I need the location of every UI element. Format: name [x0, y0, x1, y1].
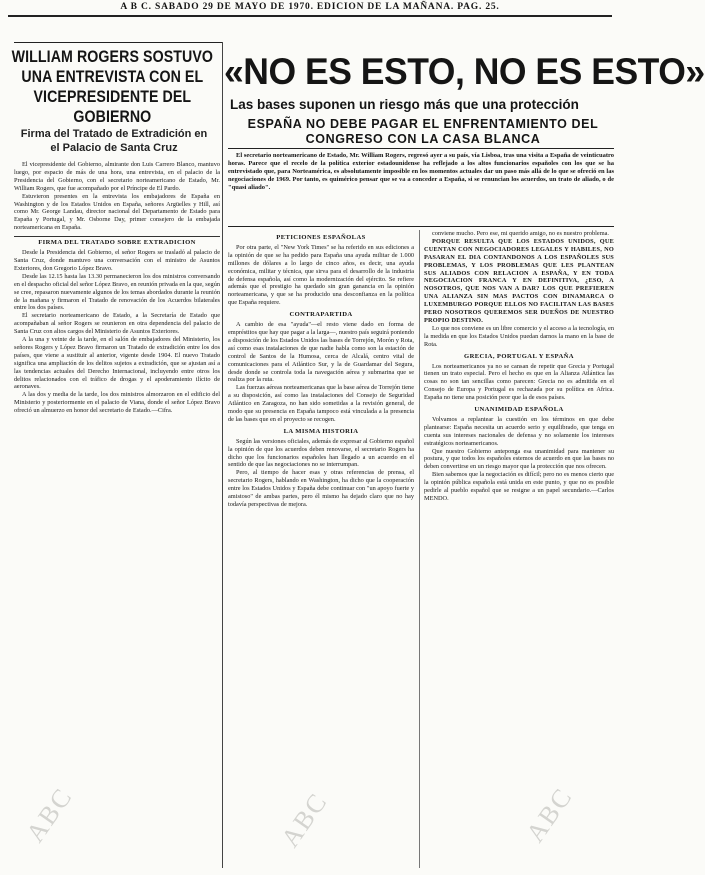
abc-watermark: ABC: [275, 787, 334, 853]
paragraph: Las fuerzas aéreas norteamericanas que la base aérea de Torrejón tiene a su disposición, así como las instalaciones del Consejo de Seguridad Atlántico en Zaragoza, no han sido sometidas a la revisión general, de modo que su presencia en España tampoco está vinculada a la presencia de las bases que en el proyecto se recogen.: [228, 384, 414, 423]
column-subhead: CONTRAPARTIDA: [289, 311, 353, 319]
paragraph: Que nuestro Gobierno anteponga esa unanimidad para mantener su postura, y que todos los españoles estemos de acuerdo en que las bases no deben convertirse en un riesgo mayor que la protección que nos ofrecen.: [424, 447, 614, 471]
column-subhead: UNANIMIDAD ESPAÑOLA: [474, 406, 564, 414]
paragraph: Bien sabemos que la negociación es difícil; pero no es menos cierto que la opinión pública española está unida en este punto, y que no es posible pedirle al pueblo español que se resigne a un papel secundario.—Carlos MENDO.: [424, 471, 614, 502]
paragraph: Pero, al tiempo de hacer esas y otras referencias de prensa, el secretario Rogers, hablando en Washington, ha dicho que la cooperación entre los Estados Unidos y España debe continuar con "un apoyo fuerte y amistoso" de ambas partes, pero él mismo ha dejado claro que no hay todavía perspectivas de mejora.: [228, 469, 414, 508]
paragraph: El vicepresidente del Gobierno, almirante don Luis Carrero Blanco, mantuvo luego, por espacio de más de una hora, una entrevista, en el palacio de la Presidencia del Gobierno, con el secretario norteamericano de Estado, Mr. William Rogers, que fue acompañado por el Príncipe de El Pardo.: [14, 161, 220, 192]
column-subhead: LA MISMA HISTORIA: [283, 427, 359, 435]
main-headline: «NO ES ESTO, NO ES ESTO»: [224, 51, 705, 92]
main-column-1: [228, 230, 414, 870]
page-masthead: A B C. SABADO 29 DE MAYO DE 1970. EDICION DE LA MAÑANA. PAG. 25.: [120, 2, 500, 12]
paragraph: Estuvieron presentes en la entrevista los embajadores de España en Washington y de los Estados Unidos en España, señores Argüelles y Hill, así como Mr. George Landau, director nacional del Departamento de Estado para España y Portugal, y Mr. Osborne Day, primer consejero de la embajada norteamericana en España.: [14, 192, 220, 232]
main-lead: [228, 152, 614, 192]
abc-watermark: ABC: [20, 782, 79, 848]
column-subhead: PETICIONES ESPAÑOLAS: [276, 234, 366, 241]
main-column-2: [424, 230, 614, 870]
main-deck: Las bases suponen un riesgo más que una protección: [230, 97, 579, 112]
left-deck: Firma del Tratado de Extradición en el Palacio de Santa Cruz: [20, 128, 208, 154]
inner-column-divider: [419, 230, 420, 868]
paragraph: Desde la Presidencia del Gobierno, el señor Rogers se trasladó al palacio de Santa Cruz, donde mantuvo una conversación con el ministro de Asuntos Exteriores, don Gregorio López Bravo.: [14, 249, 220, 272]
paragraph: Lo que nos conviene es un libre comercio y el acceso a la tecnología, en la medida en que los Estados Unidos puedan darnos la mano en la base de Rota.: [424, 324, 614, 348]
paragraph: Por otra parte, el "New York Times" se ha referido en sus ediciones a la opinión de que se ha pedido para España una ayuda militar de 1.000 millones de dólares a lo largo de cinco años, es decir, una ayuda económica, militar y técnica, que sirva para el desarrollo de la industria de defensa española, así como la modernización del ejército. Se refiere además que el prestigio ha quedado sin gran ganancia en la opinión norteamericana, y que se ha producido una desconfianza en la política que España requiere.: [228, 243, 414, 307]
paragraph: Según las versiones oficiales, además de expresar al Gobierno español la opinión de que los acuerdos deben renovarse, el secretario Rogers ha dicho que los funcionarios españoles han llegado a un acuerdo en el sentido de que las negociaciones no se interrumpan.: [228, 437, 414, 469]
paragraph: Volvamos a replantear la cuestión en los términos en que debe plantearse: España necesita un acuerdo serio y equilibrado, que tenga en cuenta sus intereses nacionales de defensa y no solamente los intereses estratégicos norteamericanos.: [424, 415, 614, 447]
left-story-body: [14, 161, 220, 867]
paragraph: Los norteamericanos ya no se cansan de repetir que Grecia y Portugal tienen un trato especial. Pero el hecho es que en la Alianza Atlántica las cosas no son tan sencillas como parecen: Grecia no es admitida en el Consejo de Europa y Portugal es rechazada por su política en Africa. España no tiene una posición peor que la de esos países.: [424, 362, 614, 402]
paragraph: Desde las 12.15 hasta las 13.30 permanecieron los dos ministros conversando en el despacho oficial del señor López Bravo, en reunión privada en la que, según se cree, repasaron nuevamente algunos de los temas abordados durante la reunión de la mañana y firmaron el Tratado de renovación de los Acuerdos bilaterales entre los dos países.: [14, 272, 220, 312]
left-top-rule: [14, 42, 222, 43]
left-headline: WILLIAM ROGERS SOSTUVO UNA ENTREVISTA CON EL VICEPRESIDENTE DEL GOBIERNO: [11, 48, 214, 126]
paragraph: conviene mucho. Pero ese, mi querido amigo, no es nuestro problema.: [432, 230, 609, 237]
column-subhead: GRECIA, PORTUGAL Y ESPAÑA: [464, 352, 574, 360]
paragraph: El secretario norteamericano de Estado, a la Secretaría de Estado que acompañaban al señor Rogers se reunieron en otra dependencia del palacio de Santa Cruz con altos cargos del Ministerio de Asuntos Exteriores.: [14, 312, 220, 336]
lead-rule: [228, 148, 614, 149]
lead-paragraph: El secretario norteamericano de Estado, Mr. William Rogers, regresó ayer a su país, vía Lisboa, tras una visita a España de veinticuatro horas. Parece que el recelo de la política exterior estadounidense ha reflejado a los altos funcionarios españoles con los que se ha entrevistado que, para Norteamérica, es absolutamente imposible en los momentos actuales dar un paso más allá de lo que se ofreció en las negociaciones de 1969. Por tanto, es quimérico pensar que se va a conceder a España, si se renuncian los acuerdos, un trato de aliado, o de "quasi aliado".: [228, 152, 614, 191]
main-subdeck: ESPAÑA NO DEBE PAGAR EL ENFRENTAMIENTO DEL CONGRESO CON LA CASA BLANCA: [247, 117, 599, 146]
paragraph: A cambio de esa "ayuda"—el resto viene dado en forma de empréstitos que hay que pagar a la larga—, nuestro país seguirá poniendo a disposición de los Estados Unidos las bases de Torrejón, Morón y Rota, así como esas instalaciones de que nadie habla como son la estación de control de Santos de la Humosa, cerca de Alcalá, centro vital de comunicaciones para el Atlántico Sur, y la de Guardamar del Segura, desde donde se controla toda la navegación aérea y submarina que se realiza por la ruta.: [228, 321, 414, 384]
caps-paragraph: PORQUE RESULTA QUE LOS ESTADOS UNIDOS, QUE CUENTAN CON NEGOCIADORES LEGALES Y HABILES, NO PASARAN EL DIA CONTANDONOS A LOS ESPAÑOLES SUS PROBLEMAS, Y LOS PROBLEMAS QUE LES PLANTEAN SUS ALIADOS CON RELACION A ESPAÑA, Y EN TODA NEGOCIACION FRANCA Y EN DEFINITIVA, ¿ESO, A NOSOTROS, QUE NOS VAN A DAR? LOS QUE PREFIEREN UNA ALIANZA SIN MAS PACTOS CON DINAMARCA O LUXEMBURGO PORQUE ELLOS NO FACILITAN LAS BASES PERO NOSOTROS QUEREMOS SER DUEÑOS DE NUESTRO PROPIO DESTINO.: [424, 237, 614, 324]
column-divider: [222, 42, 223, 868]
lead-bottom-rule: [228, 226, 614, 227]
paragraph: A las dos y media de la tarde, los dos ministros almorzaron en el edificio del Ministerio y posteriormente en el palacio de Viana, donde el señor López Bravo ofreció un almuerzo en honor del secretario de Estado.—Cifra.: [14, 391, 220, 415]
paragraph: A la una y veinte de la tarde, en el salón de embajadores del Ministerio, los señores Rogers y López Bravo firmaron un Tratado de extradición entre los dos países, que viene a sustituir al anterior, vigente desde 1904. El nuevo Tratado significa una ampliación de los delitos sujetos a extradición, que se ajustan así a las tendencias actuales del Derecho Internacional, incluyendo entre otros los delitos relacionados con el tráfico de drogas y el apoderamiento ilícito de aeronaves.: [14, 336, 220, 391]
abc-watermark: ABC: [520, 782, 579, 848]
masthead-rule: [8, 15, 612, 17]
left-subhead: FIRMA DEL TRATADO SOBRE EXTRADICION: [14, 236, 220, 247]
